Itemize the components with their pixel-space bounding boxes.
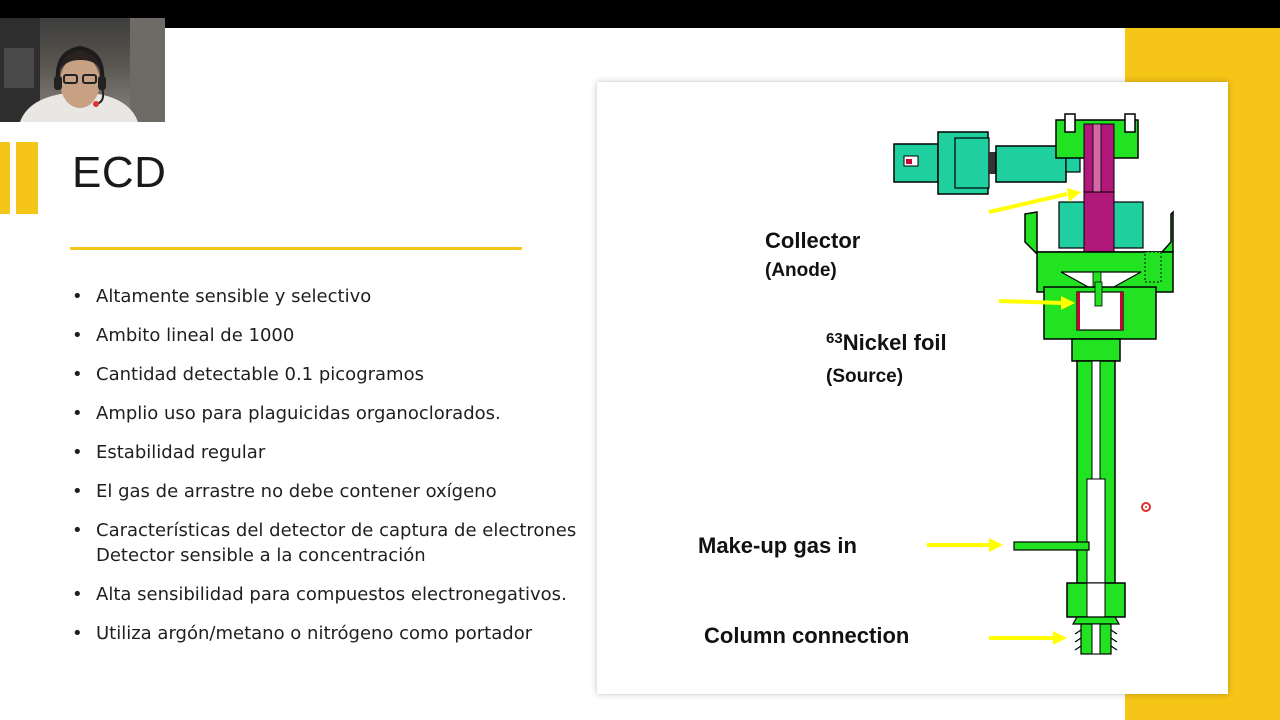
bullet-item: • Utiliza argón/metano o nitrógeno como portador: [70, 621, 590, 646]
title-underline: [70, 247, 522, 250]
bullet-item: • Estabilidad regular: [70, 440, 590, 465]
bullet-list: [70, 284, 590, 660]
bullet-item: • Ambito lineal de 1000: [70, 323, 590, 348]
bullet-item: • El gas de arrastre no debe contener oxígeno: [70, 479, 590, 504]
webcam-overlay: [0, 18, 165, 122]
bullet-item: • Alta sensibilidad para compuestos electronegativos.: [70, 582, 590, 607]
column-connection-label: Column connection: [704, 623, 910, 648]
bullet-item: • Amplio uso para plaguicidas organoclorados.: [70, 401, 590, 426]
bullet-item: • Características del detector de captura de electrones Detector sensible a la concentración: [70, 518, 590, 568]
bullet-item: • Altamente sensible y selectivo: [70, 284, 590, 309]
makeup-gas-label: Make-up gas in: [698, 533, 857, 558]
presenter-avatar: [0, 18, 165, 122]
ecd-diagram-panel: [597, 82, 1228, 694]
nickel-isotope-superscript: 63: [826, 330, 843, 347]
nickel-foil-text: Nickel foil: [842, 330, 947, 355]
collector-label: Collector: [765, 228, 861, 253]
title-accent-bar-thick: [16, 142, 38, 214]
top-letterbox-bar: [0, 0, 1280, 28]
source-label: (Source): [826, 366, 904, 387]
title-accent-bar-thin: [0, 142, 10, 214]
bullet-item: • Cantidad detectable 0.1 picogramos: [70, 362, 590, 387]
slide-title: ECD: [72, 148, 167, 197]
laser-pointer-cursor: [1141, 502, 1151, 512]
nickel-foil-label: [826, 330, 947, 356]
ecd-detector-diagram: [597, 82, 1228, 694]
anode-label: (Anode): [765, 260, 837, 281]
